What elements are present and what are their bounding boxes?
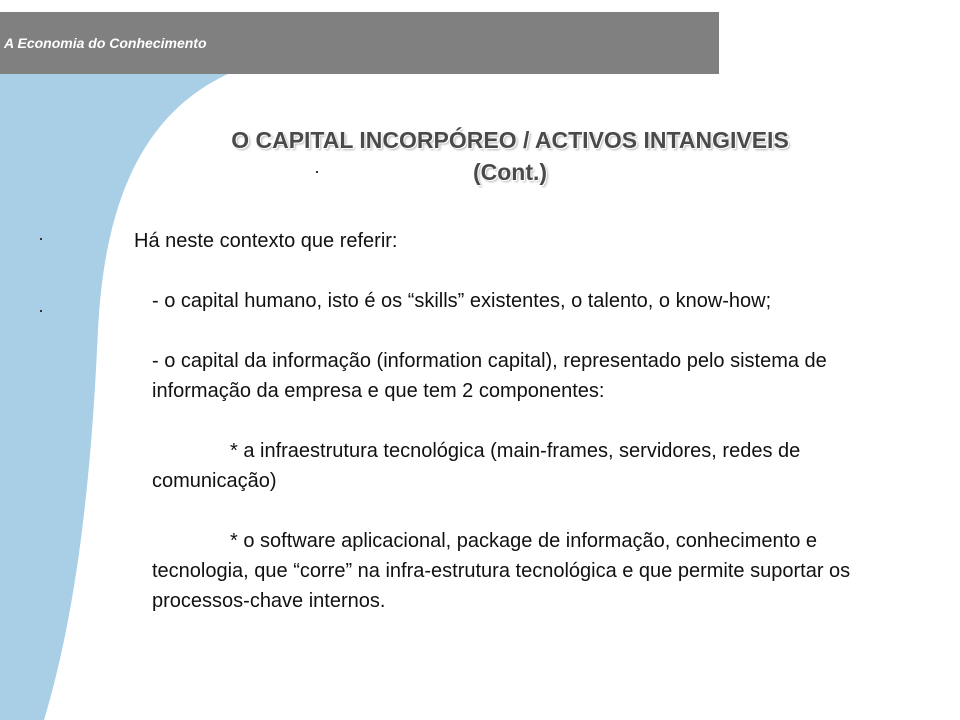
sub-item-text: * o software aplicacional, package de informação, conhecimento e tecnologia, que “corre” na infra-estrutura tecnológica e que permite suportar os processos-chave internos. [152, 530, 851, 612]
intro-text: Há neste contexto que referir: [134, 230, 398, 252]
title-line-1: O CAPITAL INCORPÓREO / ACTIVOS INTANGIVEIS [231, 127, 789, 153]
title-line-2: (Cont.) [472, 159, 548, 185]
body-text [152, 286, 852, 616]
list-item [152, 526, 852, 616]
decorative-dot [40, 238, 42, 240]
header-title: A Economia do Conhecimento [4, 35, 207, 51]
list-item: - o capital da informação (information capital), representado pelo sistema de informação da empresa e que tem 2 componentes: [152, 350, 827, 402]
decorative-dot [316, 171, 318, 173]
list-item [152, 436, 852, 496]
decorative-dot [40, 310, 42, 312]
list-item: - o capital humano, isto é os “skills” existentes, o talento, o know-how; [152, 290, 772, 312]
sub-item-text: * a infraestrutura tecnológica (main-frames, servidores, redes de comunicação) [152, 440, 801, 492]
slide-title [150, 124, 870, 188]
